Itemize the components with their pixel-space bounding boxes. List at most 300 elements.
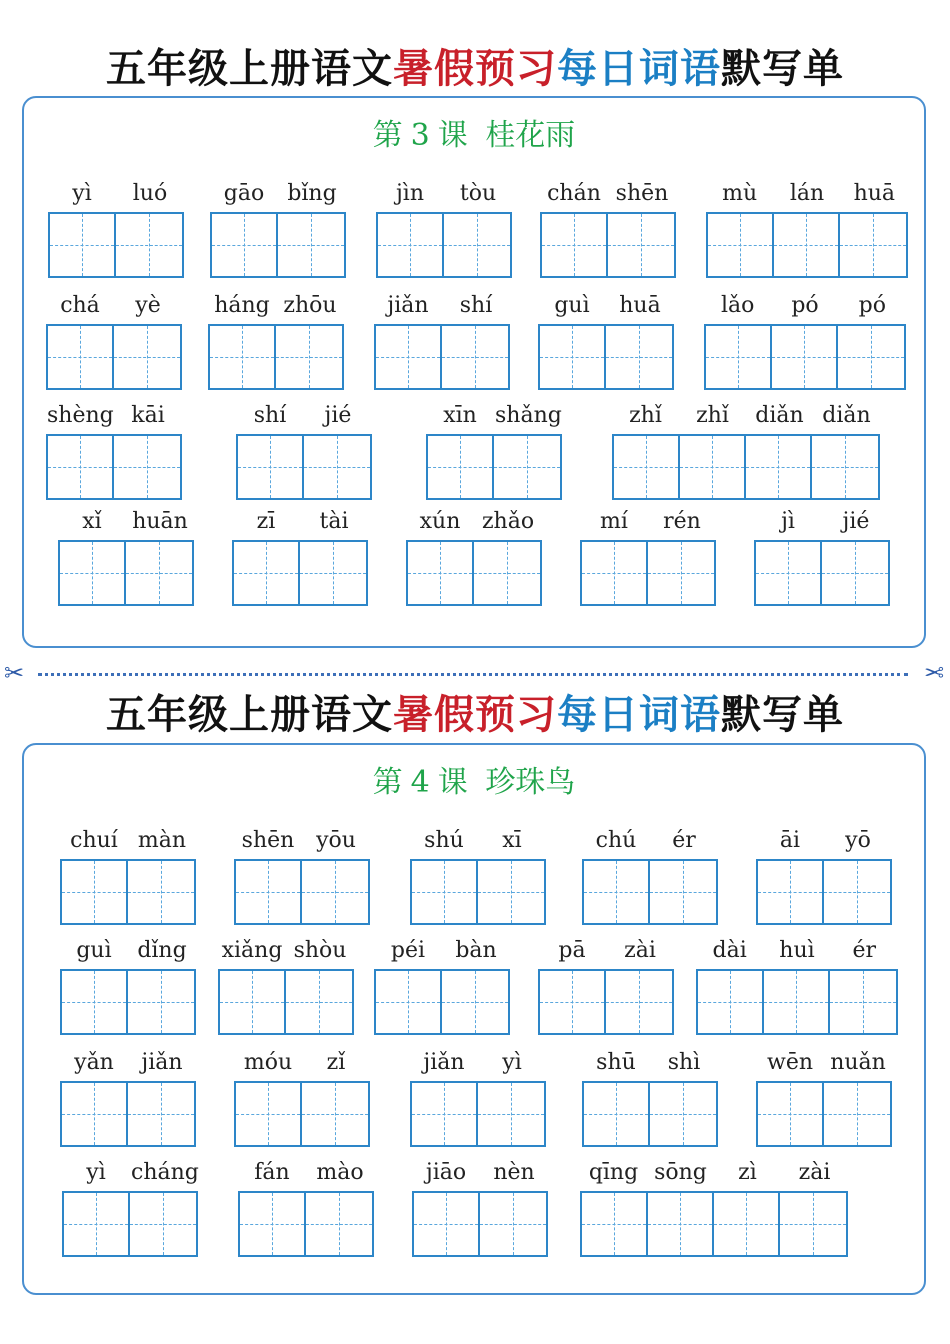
tian-zi-cell[interactable] (444, 214, 510, 276)
tian-zi-cell[interactable] (130, 1193, 196, 1255)
tian-zi-cell[interactable] (114, 436, 180, 498)
pinyin-row (238, 1157, 374, 1187)
writing-grid (540, 212, 676, 278)
pinyin-syllable: huì (779, 937, 815, 963)
pinyin-row (218, 935, 354, 965)
writing-grid (376, 212, 512, 278)
tian-zi-cell[interactable] (62, 1083, 128, 1145)
writing-grid (48, 212, 184, 278)
word-box (60, 935, 196, 1035)
pinyin-syllable: nuǎn (830, 1049, 886, 1075)
tian-zi-cell[interactable] (276, 326, 342, 388)
pinyin-syllable: yō (845, 827, 871, 853)
pinyin-syllable: tài (319, 508, 349, 534)
tian-zi-cell[interactable] (116, 214, 182, 276)
pinyin-syllable: lǎo (720, 292, 755, 318)
word-box (376, 178, 512, 278)
word-box (582, 825, 718, 925)
pinyin-row (406, 506, 542, 536)
pinyin-syllable: huā (619, 292, 661, 318)
pinyin-row (376, 178, 512, 208)
tian-zi-cell[interactable] (540, 971, 606, 1033)
pinyin-syllable: ér (852, 937, 877, 963)
pinyin-syllable: yì (86, 1159, 106, 1185)
pinyin-syllable: zǐ (326, 1049, 346, 1075)
pinyin-syllable: sōng (654, 1159, 707, 1185)
scissors-icon: ✂ (923, 659, 944, 687)
tian-zi-cell[interactable] (414, 1193, 480, 1255)
tian-zi-cell[interactable] (286, 971, 352, 1033)
page-title-top (0, 44, 950, 94)
tian-zi-cell[interactable] (494, 436, 560, 498)
pinyin-row (236, 400, 372, 430)
tian-zi-cell[interactable] (764, 971, 830, 1033)
writing-grid (60, 1081, 196, 1147)
tian-zi-cell[interactable] (540, 326, 606, 388)
word-box (46, 290, 182, 390)
tian-zi-cell[interactable] (114, 326, 180, 388)
scissors-icon: ✂ (4, 659, 25, 687)
pinyin-syllable: dài (712, 937, 747, 963)
tian-zi-cell[interactable] (584, 1083, 650, 1145)
pinyin-syllable: jì (781, 508, 795, 534)
tian-zi-cell[interactable] (412, 1083, 478, 1145)
writing-grid (412, 1191, 548, 1257)
writing-grid (218, 969, 354, 1035)
word-box (60, 825, 196, 925)
pinyin-syllable: rén (663, 508, 701, 534)
pinyin-row (62, 1157, 198, 1187)
writing-grid (756, 859, 892, 925)
tian-zi-cell[interactable] (376, 971, 442, 1033)
page-title-bottom (0, 690, 950, 740)
pinyin-row (756, 825, 892, 855)
lesson-number: 4 (410, 765, 430, 800)
lesson-title (24, 763, 924, 803)
pinyin-row (60, 1047, 196, 1077)
tian-zi-cell[interactable] (60, 542, 126, 604)
pinyin-syllable: jiǎn (141, 1049, 183, 1075)
writing-grid (238, 1191, 374, 1257)
word-box (580, 506, 716, 606)
tian-zi-cell[interactable] (706, 326, 772, 388)
tian-zi-cell[interactable] (48, 326, 114, 388)
pinyin-row (410, 825, 546, 855)
lesson-number: 3 (410, 118, 430, 153)
tian-zi-cell[interactable] (302, 1083, 368, 1145)
writing-grid (612, 434, 880, 500)
pinyin-row (706, 178, 908, 208)
title-part: 五年级上册语文 (106, 46, 393, 92)
pinyin-syllable: chuí (70, 827, 118, 853)
pinyin-syllable: péi (390, 937, 426, 963)
writing-grid (704, 324, 906, 390)
tian-zi-cell[interactable] (412, 861, 478, 923)
writing-grid (582, 1081, 718, 1147)
pinyin-syllable: xún (419, 508, 461, 534)
tian-zi-cell[interactable] (128, 1083, 194, 1145)
pinyin-row (756, 1047, 892, 1077)
tian-zi-cell[interactable] (758, 1083, 824, 1145)
tian-zi-cell[interactable] (772, 326, 838, 388)
word-box (208, 290, 344, 390)
pinyin-syllable: mù (722, 180, 758, 206)
pinyin-row (704, 290, 906, 320)
tian-zi-cell[interactable] (236, 1083, 302, 1145)
pinyin-row (48, 178, 184, 208)
tian-zi-cell[interactable] (650, 861, 716, 923)
tian-zi-cell[interactable] (212, 214, 278, 276)
tian-zi-cell[interactable] (824, 1083, 890, 1145)
writing-grid (374, 324, 510, 390)
pinyin-syllable: yǎn (74, 1049, 114, 1075)
word-box (58, 506, 194, 606)
pinyin-row (538, 290, 674, 320)
title-part-highlight-blue: 每日词语 (557, 692, 721, 738)
pinyin-row (60, 935, 196, 965)
tian-zi-cell[interactable] (48, 436, 114, 498)
pinyin-syllable: shì (667, 1049, 701, 1075)
word-box (374, 290, 510, 390)
word-box (60, 1047, 196, 1147)
writing-grid (60, 859, 196, 925)
dotted-divider (38, 673, 908, 676)
word-box (46, 400, 182, 500)
writing-grid (236, 434, 372, 500)
pinyin-syllable: zhōu (283, 292, 337, 318)
pinyin-row (210, 178, 346, 208)
tian-zi-cell[interactable] (480, 1193, 546, 1255)
writing-grid (410, 859, 546, 925)
writing-grid (406, 540, 542, 606)
tian-zi-cell[interactable] (822, 542, 888, 604)
word-box (756, 1047, 892, 1147)
pinyin-syllable: huān (132, 508, 188, 534)
pinyin-syllable: zī (256, 508, 276, 534)
writing-grid (46, 434, 182, 500)
tian-zi-cell[interactable] (746, 436, 812, 498)
tian-zi-cell[interactable] (824, 861, 890, 923)
pinyin-row (612, 400, 880, 430)
pinyin-syllable: chán (547, 180, 601, 206)
writing-grid (232, 540, 368, 606)
lesson-label-prefix: 第 (372, 765, 403, 800)
writing-grid (208, 324, 344, 390)
pinyin-syllable: jié (324, 402, 352, 428)
pinyin-syllable: gāo (223, 180, 265, 206)
writing-grid (706, 212, 908, 278)
tian-zi-cell[interactable] (64, 1193, 130, 1255)
tian-zi-cell[interactable] (238, 436, 304, 498)
tian-zi-cell[interactable] (234, 542, 300, 604)
word-box (426, 400, 562, 500)
tian-zi-cell[interactable] (614, 436, 680, 498)
tian-zi-cell[interactable] (478, 1083, 544, 1145)
pinyin-syllable: jiǎn (423, 1049, 465, 1075)
writing-grid (60, 969, 196, 1035)
pinyin-syllable: cháng (131, 1159, 199, 1185)
tian-zi-cell[interactable] (584, 861, 650, 923)
pinyin-syllable: tòu (459, 180, 497, 206)
writing-grid (538, 969, 674, 1035)
lesson-label-suffix: 课 (437, 118, 468, 153)
pinyin-syllable: yè (135, 292, 161, 318)
pinyin-row (46, 400, 182, 430)
pinyin-syllable: móu (243, 1049, 293, 1075)
pinyin-syllable: háng (214, 292, 270, 318)
lesson-panel (22, 743, 926, 1295)
pinyin-syllable: zhǎo (481, 508, 535, 534)
tian-zi-cell[interactable] (304, 436, 370, 498)
pinyin-syllable: yì (502, 1049, 522, 1075)
word-box (236, 400, 372, 500)
word-box (406, 506, 542, 606)
tian-zi-cell[interactable] (708, 214, 774, 276)
tian-zi-cell[interactable] (714, 1193, 780, 1255)
lesson-name: 珍珠鸟 (485, 765, 576, 800)
writing-grid (234, 859, 370, 925)
pinyin-syllable: shēn (241, 827, 295, 853)
tian-zi-cell[interactable] (376, 326, 442, 388)
tian-zi-cell[interactable] (648, 542, 714, 604)
tian-zi-cell[interactable] (582, 542, 648, 604)
tian-zi-cell[interactable] (756, 542, 822, 604)
pinyin-syllable: xiǎng (221, 937, 283, 963)
tian-zi-cell[interactable] (812, 436, 878, 498)
tian-zi-cell[interactable] (542, 214, 608, 276)
writing-grid (538, 324, 674, 390)
tian-zi-cell[interactable] (236, 861, 302, 923)
tian-zi-cell[interactable] (606, 326, 672, 388)
pinyin-syllable: dǐng (137, 937, 187, 963)
tian-zi-cell[interactable] (220, 971, 286, 1033)
tian-zi-cell[interactable] (302, 861, 368, 923)
pinyin-row (234, 1047, 370, 1077)
pinyin-row (426, 400, 562, 430)
pinyin-row (60, 825, 196, 855)
word-box (374, 935, 510, 1035)
word-box (580, 1157, 848, 1257)
pinyin-syllable: pó (791, 292, 819, 318)
pinyin-syllable: yì (72, 180, 92, 206)
pinyin-syllable: shí (459, 292, 493, 318)
pinyin-syllable: xǐ (82, 508, 102, 534)
word-box (540, 178, 676, 278)
tian-zi-cell[interactable] (240, 1193, 306, 1255)
word-box (234, 825, 370, 925)
word-box (704, 290, 906, 390)
pinyin-syllable: zhǐ (629, 402, 662, 428)
writing-grid (210, 212, 346, 278)
tian-zi-cell[interactable] (408, 542, 474, 604)
pinyin-syllable: chú (595, 827, 637, 853)
pinyin-row (540, 178, 676, 208)
pinyin-row (232, 506, 368, 536)
word-box (696, 935, 898, 1035)
lesson-label-suffix: 课 (437, 765, 468, 800)
pinyin-row (582, 825, 718, 855)
pinyin-row (754, 506, 890, 536)
pinyin-syllable: ér (672, 827, 696, 853)
tian-zi-cell[interactable] (428, 436, 494, 498)
title-part: 五年级上册语文 (106, 692, 393, 738)
word-box (612, 400, 880, 500)
pinyin-syllable: zài (798, 1159, 831, 1185)
tian-zi-cell[interactable] (478, 861, 544, 923)
pinyin-syllable: āi (779, 827, 801, 853)
pinyin-syllable: zhǐ (696, 402, 729, 428)
pinyin-row (58, 506, 194, 536)
pinyin-syllable: xīn (443, 402, 477, 428)
pinyin-syllable: xī (502, 827, 522, 853)
tian-zi-cell[interactable] (780, 1193, 846, 1255)
title-part-highlight-blue: 每日词语 (557, 46, 721, 92)
pinyin-syllable: shū (596, 1049, 636, 1075)
pinyin-syllable: yōu (316, 827, 356, 853)
pinyin-row (696, 935, 898, 965)
pinyin-syllable: jìn (395, 180, 425, 206)
word-box (210, 178, 346, 278)
word-box (218, 935, 354, 1035)
writing-grid (426, 434, 562, 500)
pinyin-row (538, 935, 674, 965)
pinyin-syllable: guì (554, 292, 590, 318)
title-part: 默写单 (721, 692, 844, 738)
word-box (754, 506, 890, 606)
tian-zi-cell[interactable] (50, 214, 116, 276)
writing-grid (756, 1081, 892, 1147)
tian-zi-cell[interactable] (126, 542, 192, 604)
word-box (234, 1047, 370, 1147)
pinyin-syllable: luó (132, 180, 168, 206)
pinyin-syllable: bàn (455, 937, 497, 963)
tian-zi-cell[interactable] (474, 542, 540, 604)
lesson-name: 桂花雨 (485, 118, 576, 153)
lesson-label-prefix: 第 (372, 118, 403, 153)
writing-grid (754, 540, 890, 606)
pinyin-row (374, 290, 510, 320)
pinyin-row (582, 1047, 718, 1077)
tian-zi-cell[interactable] (838, 326, 904, 388)
pinyin-syllable: huā (853, 180, 896, 206)
writing-grid (580, 540, 716, 606)
word-box (706, 178, 908, 278)
word-box (538, 290, 674, 390)
cut-line (0, 659, 950, 687)
pinyin-syllable: fán (254, 1159, 290, 1185)
tian-zi-cell[interactable] (774, 214, 840, 276)
pinyin-row (208, 290, 344, 320)
tian-zi-cell[interactable] (62, 861, 128, 923)
pinyin-syllable: màn (137, 827, 187, 853)
writing-grid (696, 969, 898, 1035)
title-part-highlight-red: 暑假预习 (393, 692, 557, 738)
word-box (238, 1157, 374, 1257)
tian-zi-cell[interactable] (606, 971, 672, 1033)
tian-zi-cell[interactable] (582, 1193, 648, 1255)
pinyin-row (580, 1157, 848, 1187)
lesson-panel (22, 96, 926, 648)
writing-grid (582, 859, 718, 925)
pinyin-syllable: shú (424, 827, 464, 853)
tian-zi-cell[interactable] (442, 971, 508, 1033)
pinyin-syllable: jié (842, 508, 870, 534)
word-box (48, 178, 184, 278)
pinyin-row (234, 825, 370, 855)
tian-zi-cell[interactable] (830, 971, 896, 1033)
word-box (538, 935, 674, 1035)
pinyin-syllable: zì (738, 1159, 757, 1185)
tian-zi-cell[interactable] (442, 326, 508, 388)
pinyin-syllable: jiǎn (387, 292, 429, 318)
pinyin-row (374, 935, 510, 965)
writing-grid (234, 1081, 370, 1147)
pinyin-syllable: jiāo (425, 1159, 467, 1185)
tian-zi-cell[interactable] (648, 1193, 714, 1255)
pinyin-syllable: pā (558, 937, 586, 963)
tian-zi-cell[interactable] (62, 971, 128, 1033)
tian-zi-cell[interactable] (210, 326, 276, 388)
writing-grid (374, 969, 510, 1035)
tian-zi-cell[interactable] (128, 971, 194, 1033)
tian-zi-cell[interactable] (758, 861, 824, 923)
pinyin-syllable: shèng (47, 402, 114, 428)
pinyin-syllable: shòu (293, 937, 347, 963)
pinyin-syllable: shí (253, 402, 287, 428)
pinyin-syllable: mào (316, 1159, 364, 1185)
pinyin-syllable: kāi (131, 402, 165, 428)
pinyin-syllable: lán (789, 180, 825, 206)
pinyin-syllable: bǐng (287, 180, 337, 206)
title-part: 默写单 (721, 46, 844, 92)
tian-zi-cell[interactable] (300, 542, 366, 604)
pinyin-syllable: nèn (493, 1159, 535, 1185)
tian-zi-cell[interactable] (650, 1083, 716, 1145)
word-box (62, 1157, 198, 1257)
word-box (412, 1157, 548, 1257)
writing-grid (46, 324, 182, 390)
tian-zi-cell[interactable] (698, 971, 764, 1033)
pinyin-syllable: shēn (615, 180, 669, 206)
pinyin-syllable: shǎng (495, 402, 562, 428)
pinyin-row (412, 1157, 548, 1187)
pinyin-syllable: mí (600, 508, 628, 534)
pinyin-syllable: chá (60, 292, 100, 318)
pinyin-syllable: pó (858, 292, 886, 318)
title-part-highlight-red: 暑假预习 (393, 46, 557, 92)
tian-zi-cell[interactable] (608, 214, 674, 276)
pinyin-syllable: diǎn (822, 402, 871, 428)
pinyin-row (410, 1047, 546, 1077)
word-box (410, 1047, 546, 1147)
tian-zi-cell[interactable] (680, 436, 746, 498)
pinyin-syllable: zài (624, 937, 656, 963)
word-box (410, 825, 546, 925)
writing-grid (62, 1191, 198, 1257)
writing-grid (410, 1081, 546, 1147)
pinyin-syllable: qīng (588, 1159, 639, 1185)
tian-zi-cell[interactable] (278, 214, 344, 276)
lesson-title (24, 116, 924, 156)
pinyin-syllable: diǎn (755, 402, 804, 428)
word-box (756, 825, 892, 925)
tian-zi-cell[interactable] (306, 1193, 372, 1255)
tian-zi-cell[interactable] (128, 861, 194, 923)
tian-zi-cell[interactable] (378, 214, 444, 276)
word-box (232, 506, 368, 606)
pinyin-syllable: guì (76, 937, 112, 963)
tian-zi-cell[interactable] (840, 214, 906, 276)
